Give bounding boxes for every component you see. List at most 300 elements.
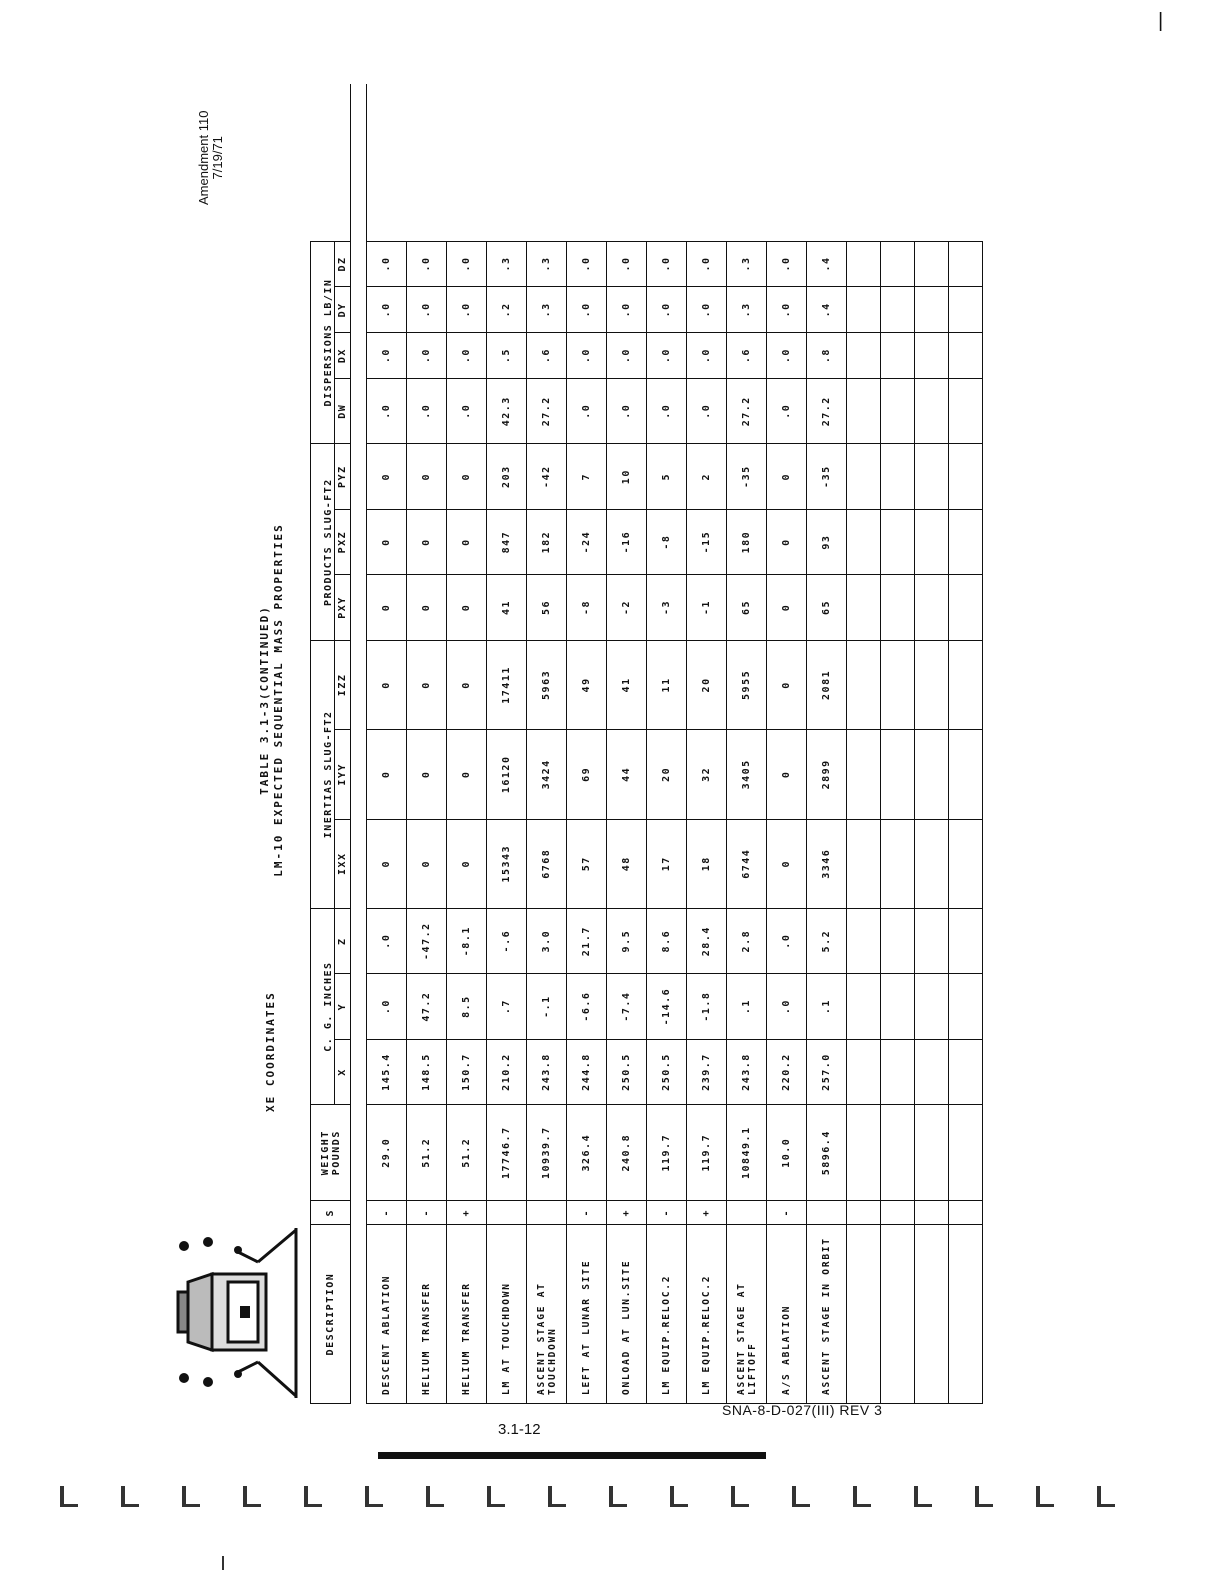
cell-description: DESCENT ABLATION: [367, 1225, 407, 1404]
punch-mark: [304, 1486, 322, 1507]
cell-weight: 240.8: [607, 1105, 647, 1201]
cell-pyz: 203: [487, 444, 527, 509]
cell-pyz: 0: [767, 444, 807, 509]
cell-s: -: [407, 1201, 447, 1225]
cell-dy: .3: [727, 287, 767, 333]
cell-izz: 0: [767, 640, 807, 729]
header-dw: DW: [335, 379, 351, 444]
empty-cell: [881, 1105, 915, 1201]
empty-cell: [949, 1201, 983, 1225]
empty-cell: [847, 974, 881, 1039]
empty-cell: [949, 575, 983, 640]
cell-description: A/S ABLATION: [767, 1225, 807, 1404]
cell-z: -.6: [487, 908, 527, 973]
cell-pyz: 10: [607, 444, 647, 509]
header-ixx: IXX: [335, 819, 351, 908]
cell-description: LM EQUIP.RELOC.2: [647, 1225, 687, 1404]
cell-ixx: 6744: [727, 819, 767, 908]
table-row: [407, 84, 447, 1404]
cell-dw: 42.3: [487, 379, 527, 444]
cell-s: [527, 1201, 567, 1225]
punch-mark: [243, 1486, 261, 1507]
cell-dy: .0: [687, 287, 727, 333]
cell-pxy: -8: [567, 575, 607, 640]
cell-x: 145.4: [367, 1039, 407, 1104]
cell-x: 243.8: [727, 1039, 767, 1104]
cell-dz: .0: [687, 241, 727, 287]
empty-cell: [847, 908, 881, 973]
cell-pxy: 0: [407, 575, 447, 640]
empty-cell: [881, 1039, 915, 1104]
cell-ixx: 48: [607, 819, 647, 908]
empty-cell: [881, 730, 915, 819]
punch-mark: [121, 1486, 139, 1507]
cell-y: .7: [487, 974, 527, 1039]
cell-dy: .0: [447, 287, 487, 333]
table-row: [367, 84, 407, 1404]
cell-izz: 0: [447, 640, 487, 729]
cell-dw: .0: [367, 379, 407, 444]
cell-dx: .0: [687, 333, 727, 379]
cell-x: 243.8: [527, 1039, 567, 1104]
header-dy: DY: [335, 287, 351, 333]
cell-dz: .0: [767, 241, 807, 287]
header-weight: WEIGHT POUNDS: [311, 1105, 351, 1201]
cell-pyz: -35: [727, 444, 767, 509]
cell-dx: .0: [567, 333, 607, 379]
empty-cell: [881, 575, 915, 640]
table-row: [567, 84, 607, 1404]
empty-cell: [881, 287, 915, 333]
empty-cell: [915, 819, 949, 908]
cell-iyy: 3424: [527, 730, 567, 819]
cell-iyy: 20: [647, 730, 687, 819]
cell-dy: .0: [647, 287, 687, 333]
cell-weight: 51.2: [407, 1105, 447, 1201]
table-row: [487, 84, 527, 1404]
cell-description: HELIUM TRANSFER: [447, 1225, 487, 1404]
top-mark: |: [1158, 10, 1164, 32]
header-products-group: PRODUCTS SLUG-FT2: [311, 444, 335, 640]
cell-iyy: 0: [447, 730, 487, 819]
punch-mark: [975, 1486, 993, 1507]
table-row: [687, 84, 727, 1404]
empty-cell: [881, 640, 915, 729]
empty-cell: [949, 730, 983, 819]
cell-description: HELIUM TRANSFER: [407, 1225, 447, 1404]
cell-x: 244.8: [567, 1039, 607, 1104]
cell-description: LEFT AT LUNAR SITE: [567, 1225, 607, 1404]
cell-dy: .0: [567, 287, 607, 333]
empty-cell: [915, 444, 949, 509]
cell-iyy: 0: [767, 730, 807, 819]
cell-pxy: 41: [487, 575, 527, 640]
header-z: Z: [335, 908, 351, 973]
punch-mark: [670, 1486, 688, 1507]
cell-s: [807, 1201, 847, 1225]
empty-cell: [847, 509, 881, 574]
cell-dz: .3: [487, 241, 527, 287]
punch-mark: [914, 1486, 932, 1507]
cell-dy: .3: [527, 287, 567, 333]
cell-dx: .0: [367, 333, 407, 379]
cell-izz: 5963: [527, 640, 567, 729]
table-row: [447, 84, 487, 1404]
cell-y: .0: [367, 974, 407, 1039]
cell-s: +: [607, 1201, 647, 1225]
empty-cell: [881, 509, 915, 574]
cell-dw: .0: [687, 379, 727, 444]
empty-cell: [915, 640, 949, 729]
cell-z: 9.5: [607, 908, 647, 973]
cell-pxz: -8: [647, 509, 687, 574]
punch-mark: [60, 1486, 78, 1507]
cell-ixx: 17: [647, 819, 687, 908]
empty-cell: [915, 1201, 949, 1225]
cell-iyy: 0: [407, 730, 447, 819]
cell-pxz: 0: [767, 509, 807, 574]
cell-pxy: 0: [767, 575, 807, 640]
cell-izz: 49: [567, 640, 607, 729]
empty-cell: [881, 1225, 915, 1404]
cell-description: ASCENT STAGE IN ORBIT: [807, 1225, 847, 1404]
empty-cell: [881, 974, 915, 1039]
empty-cell: [847, 640, 881, 729]
cell-s: -: [647, 1201, 687, 1225]
punch-mark: [1036, 1486, 1054, 1507]
cell-dy: .0: [367, 287, 407, 333]
punch-mark: [548, 1486, 566, 1507]
cell-iyy: 44: [607, 730, 647, 819]
cell-dz: .3: [527, 241, 567, 287]
amendment-line1: Amendment 110: [196, 110, 211, 205]
punch-mark: [426, 1486, 444, 1507]
punch-mark: [182, 1486, 200, 1507]
bottom-tick: [222, 1556, 224, 1570]
header-dispersions-group: DISPERSIONS LB/IN: [311, 241, 335, 444]
empty-cell: [949, 1039, 983, 1104]
cell-iyy: 69: [567, 730, 607, 819]
empty-cell: [915, 379, 949, 444]
empty-cell: [915, 730, 949, 819]
table-title: [258, 490, 286, 910]
cell-pxz: -24: [567, 509, 607, 574]
cell-x: 150.7: [447, 1039, 487, 1104]
cell-weight: 51.2: [447, 1105, 487, 1201]
cell-weight: 5896.4: [807, 1105, 847, 1201]
table-row: [607, 84, 647, 1404]
empty-row: [881, 84, 915, 1404]
empty-cell: [881, 1201, 915, 1225]
cell-dx: .0: [767, 333, 807, 379]
empty-cell: [847, 444, 881, 509]
footer-rule: [378, 1452, 766, 1459]
empty-cell: [847, 1225, 881, 1404]
cell-dx: .0: [447, 333, 487, 379]
punch-mark: [365, 1486, 383, 1507]
cell-dz: .0: [367, 241, 407, 287]
cell-z: .0: [367, 908, 407, 973]
page-number: 3.1-12: [498, 1421, 541, 1438]
cell-description: ONLOAD AT LUN.SITE: [607, 1225, 647, 1404]
cell-x: 220.2: [767, 1039, 807, 1104]
cell-pxy: -3: [647, 575, 687, 640]
table-title-line2: LM-10 EXPECTED SEQUENTIAL MASS PROPERTIES: [272, 523, 285, 877]
cell-pyz: -42: [527, 444, 567, 509]
empty-cell: [949, 819, 983, 908]
cell-pxz: 847: [487, 509, 527, 574]
cell-dz: .4: [807, 241, 847, 287]
empty-row: [847, 84, 881, 1404]
cell-pyz: -35: [807, 444, 847, 509]
empty-cell: [915, 1105, 949, 1201]
cell-y: 47.2: [407, 974, 447, 1039]
cell-s: +: [447, 1201, 487, 1225]
empty-cell: [847, 730, 881, 819]
empty-cell: [949, 379, 983, 444]
cell-iyy: 3405: [727, 730, 767, 819]
table-row: [727, 84, 767, 1404]
empty-cell: [915, 908, 949, 973]
cell-iyy: 16120: [487, 730, 527, 819]
cell-izz: 11: [647, 640, 687, 729]
cell-y: .1: [727, 974, 767, 1039]
cell-dx: .6: [527, 333, 567, 379]
cell-z: 5.2: [807, 908, 847, 973]
empty-cell: [915, 241, 949, 287]
empty-cell: [949, 333, 983, 379]
punch-mark: [487, 1486, 505, 1507]
cell-izz: 2081: [807, 640, 847, 729]
cell-izz: 20: [687, 640, 727, 729]
cell-ixx: 0: [767, 819, 807, 908]
empty-cell: [847, 575, 881, 640]
cell-izz: 0: [407, 640, 447, 729]
header-izz: IZZ: [335, 640, 351, 729]
cell-description: ASCENT STAGE AT LIFTOFF: [727, 1225, 767, 1404]
cell-ixx: 57: [567, 819, 607, 908]
cell-z: .0: [767, 908, 807, 973]
punch-mark: [731, 1486, 749, 1507]
cell-y: -1.8: [687, 974, 727, 1039]
header-dx: DX: [335, 333, 351, 379]
cell-weight: 119.7: [647, 1105, 687, 1201]
cell-izz: 41: [607, 640, 647, 729]
cell-z: 2.8: [727, 908, 767, 973]
empty-cell: [847, 1201, 881, 1225]
cell-ixx: 0: [367, 819, 407, 908]
cell-dz: .0: [407, 241, 447, 287]
cell-s: -: [367, 1201, 407, 1225]
cell-z: 8.6: [647, 908, 687, 973]
document-number: SNA-8-D-027(III) REV 3: [722, 1402, 883, 1418]
cell-izz: 0: [367, 640, 407, 729]
table-row: [807, 84, 847, 1404]
cell-dy: .0: [607, 287, 647, 333]
cell-y: .0: [767, 974, 807, 1039]
cell-s: -: [767, 1201, 807, 1225]
empty-cell: [881, 908, 915, 973]
cell-y: -.1: [527, 974, 567, 1039]
cell-pyz: 2: [687, 444, 727, 509]
empty-cell: [847, 333, 881, 379]
header-pyz: PYZ: [335, 444, 351, 509]
cell-dy: .2: [487, 287, 527, 333]
empty-cell: [949, 287, 983, 333]
cell-weight: 29.0: [367, 1105, 407, 1201]
cell-pxz: 93: [807, 509, 847, 574]
empty-cell: [915, 974, 949, 1039]
empty-cell: [915, 287, 949, 333]
empty-cell: [847, 241, 881, 287]
cell-pxz: 180: [727, 509, 767, 574]
cell-y: .1: [807, 974, 847, 1039]
empty-cell: [881, 444, 915, 509]
cell-dy: .0: [407, 287, 447, 333]
empty-cell: [949, 1225, 983, 1404]
cell-z: 3.0: [527, 908, 567, 973]
table-title-line1: TABLE 3.1-3(CONTINUED): [258, 605, 271, 795]
cell-pyz: 0: [367, 444, 407, 509]
punch-mark: [1097, 1486, 1115, 1507]
amendment-note: [197, 111, 225, 205]
cell-x: 210.2: [487, 1039, 527, 1104]
coordinates-label: XE COORDINATES: [264, 991, 277, 1112]
empty-cell: [881, 241, 915, 287]
cell-description: LM AT TOUCHDOWN: [487, 1225, 527, 1404]
cell-dz: .0: [607, 241, 647, 287]
table-row: [647, 84, 687, 1404]
cell-iyy: 0: [367, 730, 407, 819]
empty-row: [915, 84, 949, 1404]
empty-cell: [881, 819, 915, 908]
cell-description: ASCENT STAGE AT TOUCHDOWN: [527, 1225, 567, 1404]
cell-dw: .0: [567, 379, 607, 444]
cell-dx: .8: [807, 333, 847, 379]
cell-dx: .0: [407, 333, 447, 379]
cell-dw: .0: [767, 379, 807, 444]
cell-x: 148.5: [407, 1039, 447, 1104]
header-pxy: PXY: [335, 575, 351, 640]
header-s: S: [311, 1201, 351, 1225]
empty-cell: [847, 379, 881, 444]
cell-pxy: 0: [447, 575, 487, 640]
header-inertias-group: INERTIAS SLUG-FT2: [311, 640, 335, 908]
cell-dz: .3: [727, 241, 767, 287]
cell-dw: 27.2: [727, 379, 767, 444]
cell-weight: 119.7: [687, 1105, 727, 1201]
cell-x: 239.7: [687, 1039, 727, 1104]
cell-iyy: 32: [687, 730, 727, 819]
cell-pxz: 0: [447, 509, 487, 574]
empty-cell: [915, 509, 949, 574]
cell-pyz: 0: [447, 444, 487, 509]
header-description: DESCRIPTION: [311, 1225, 351, 1404]
cell-dx: .0: [607, 333, 647, 379]
empty-cell: [949, 444, 983, 509]
empty-cell: [949, 1105, 983, 1201]
cell-weight: 326.4: [567, 1105, 607, 1201]
cell-dw: .0: [407, 379, 447, 444]
header-pxz: PXZ: [335, 509, 351, 574]
empty-cell: [847, 819, 881, 908]
cell-iyy: 2899: [807, 730, 847, 819]
cell-z: 28.4: [687, 908, 727, 973]
empty-cell: [881, 379, 915, 444]
empty-cell: [915, 575, 949, 640]
cell-pxz: 0: [367, 509, 407, 574]
header-cg-group: C. G. INCHES: [311, 908, 335, 1104]
cell-s: +: [687, 1201, 727, 1225]
cell-pyz: 7: [567, 444, 607, 509]
cell-pyz: 0: [407, 444, 447, 509]
cell-z: -8.1: [447, 908, 487, 973]
cell-dz: .0: [447, 241, 487, 287]
cell-ixx: 18: [687, 819, 727, 908]
empty-cell: [915, 333, 949, 379]
cell-ixx: 0: [447, 819, 487, 908]
cell-izz: 5955: [727, 640, 767, 729]
cell-weight: 10849.1: [727, 1105, 767, 1201]
cell-pxy: 56: [527, 575, 567, 640]
cell-description: LM EQUIP.RELOC.2: [687, 1225, 727, 1404]
empty-cell: [881, 333, 915, 379]
amendment-line2: 7/19/71: [210, 136, 225, 180]
cell-dx: .6: [727, 333, 767, 379]
empty-cell: [949, 908, 983, 973]
cell-y: -14.6: [647, 974, 687, 1039]
cell-pxy: 65: [727, 575, 767, 640]
cell-weight: 17746.7: [487, 1105, 527, 1201]
cell-weight: 10939.7: [527, 1105, 567, 1201]
cell-izz: 17411: [487, 640, 527, 729]
empty-cell: [949, 974, 983, 1039]
empty-cell: [847, 1039, 881, 1104]
cell-ixx: 6768: [527, 819, 567, 908]
empty-cell: [949, 640, 983, 729]
cell-dw: 27.2: [807, 379, 847, 444]
cell-pxy: -2: [607, 575, 647, 640]
punch-mark: [609, 1486, 627, 1507]
bottom-punch-marks: [60, 1486, 1160, 1516]
cell-dw: 27.2: [527, 379, 567, 444]
cell-dz: .0: [647, 241, 687, 287]
cell-dw: .0: [607, 379, 647, 444]
cell-pxy: -1: [687, 575, 727, 640]
cell-dx: .5: [487, 333, 527, 379]
cell-dy: .0: [767, 287, 807, 333]
empty-cell: [949, 509, 983, 574]
cell-y: 8.5: [447, 974, 487, 1039]
empty-cell: [915, 1039, 949, 1104]
header-iyy: IYY: [335, 730, 351, 819]
mass-properties-table: [310, 84, 983, 1404]
cell-dw: .0: [647, 379, 687, 444]
cell-z: 21.7: [567, 908, 607, 973]
mass-properties-table-wrapper: [310, 84, 910, 1404]
cell-pxz: -15: [687, 509, 727, 574]
cell-pxy: 65: [807, 575, 847, 640]
cell-weight: 10.0: [767, 1105, 807, 1201]
empty-cell: [847, 287, 881, 333]
header-y: Y: [335, 974, 351, 1039]
cell-x: 250.5: [647, 1039, 687, 1104]
cell-dy: .4: [807, 287, 847, 333]
cell-pyz: 5: [647, 444, 687, 509]
empty-cell: [847, 1105, 881, 1201]
lunar-module-icon: [168, 1222, 308, 1402]
empty-cell: [915, 1225, 949, 1404]
